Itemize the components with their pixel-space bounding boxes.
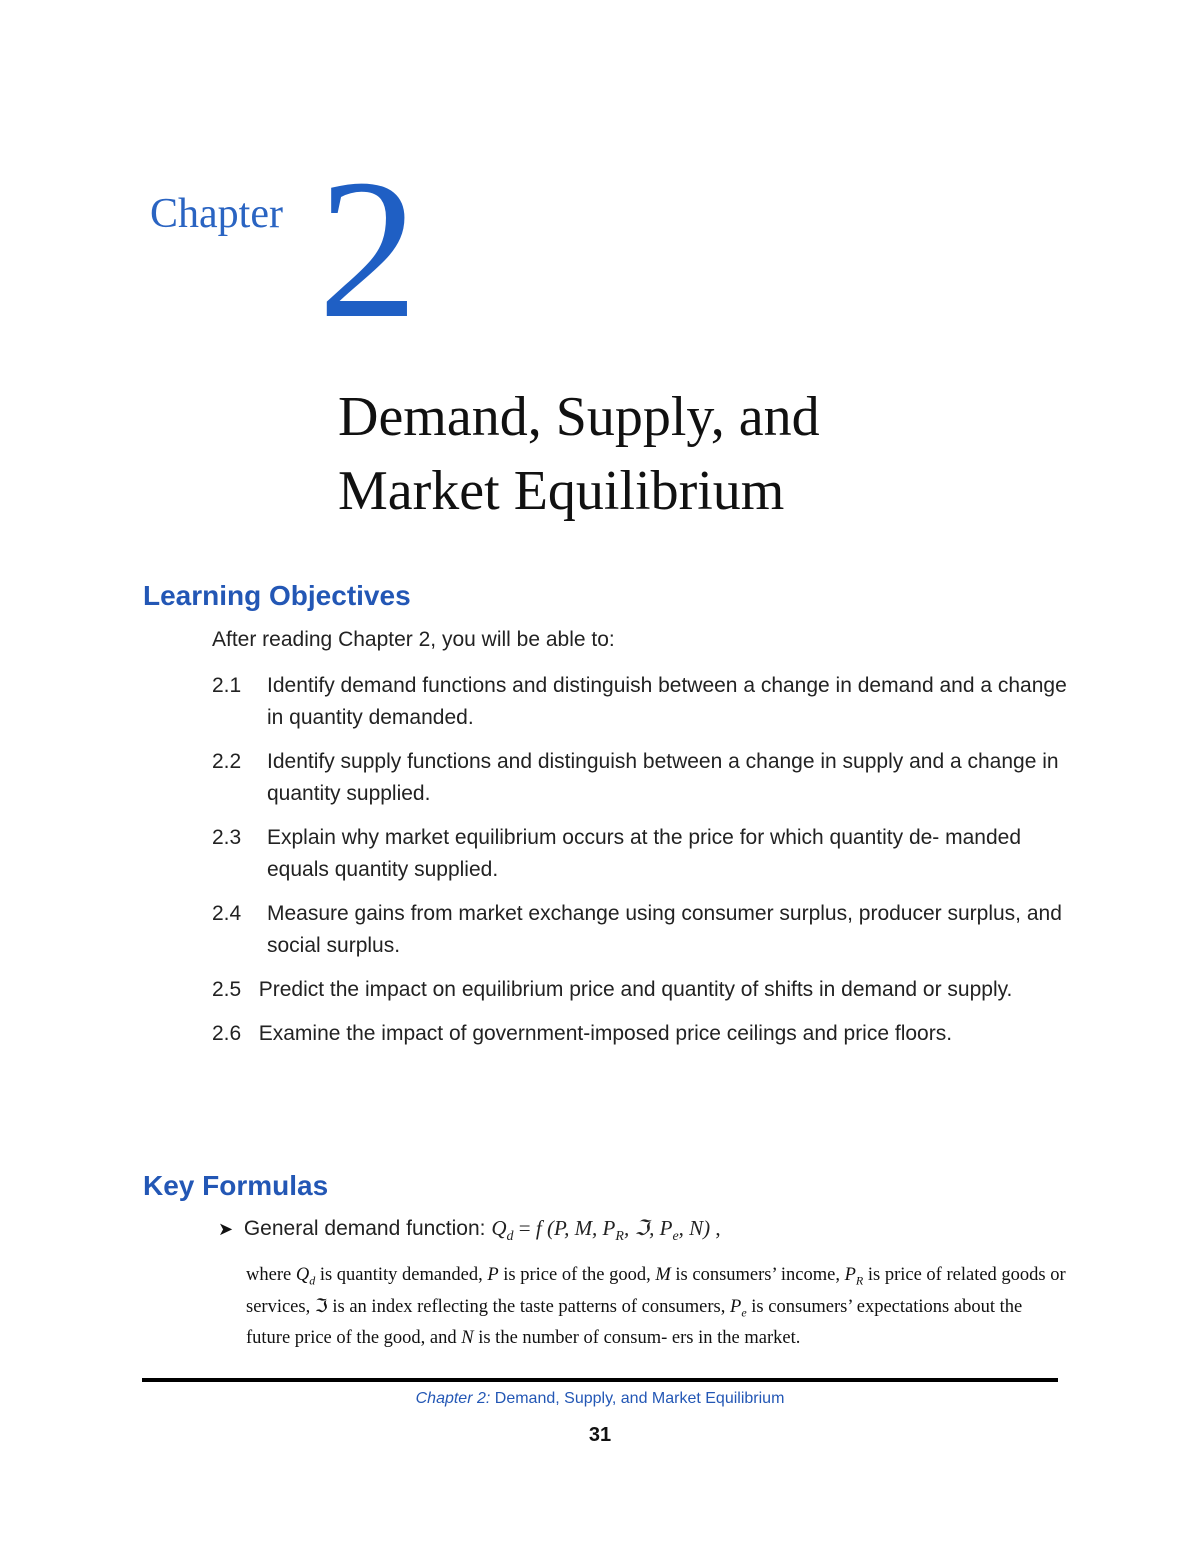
key-formulas-heading: Key Formulas <box>143 1170 329 1201</box>
objective-number: 2.4 <box>212 902 242 925</box>
objective-number: 2.3 <box>212 826 242 849</box>
page-number: 31 <box>588 1424 612 1446</box>
chapter-label: Chapter <box>150 191 283 237</box>
chapter-number: 2 <box>318 139 418 360</box>
objective-text: Identify supply functions and distinguish between a change in supply and a change in quantity supplied. <box>267 750 1059 805</box>
learning-objectives-list <box>212 670 1072 1062</box>
objective-number: 2.6 <box>212 1022 242 1045</box>
running-footer <box>0 1390 1200 1408</box>
footer-title: Demand, Supply, and Market Equilibrium <box>490 1390 785 1407</box>
objective-number: 2.2 <box>212 750 242 773</box>
chapter-title-line-2: Market Equilibrium <box>338 460 785 522</box>
learning-objectives-heading: Learning Objectives <box>143 580 411 611</box>
footer-chapter-ref: Chapter 2: <box>415 1390 491 1407</box>
objective-item <box>212 670 1072 734</box>
arrowhead-bullet-icon: ➤ <box>218 1219 234 1239</box>
formula-label: General demand function: <box>243 1217 492 1240</box>
formula-description: where $Q_d$ is quantity demanded, P is price of the good, M is consumers’ income, $P_R$ is price of related goods or services, ℑ is an index reflecting the taste patterns of consumers, $P_e$ is consumers’ expectations about the future price of the good, and N is the number of consum- ers in the market. <box>246 1265 1066 1349</box>
chapter-title <box>338 380 1098 528</box>
objective-item <box>212 822 1072 886</box>
objective-number: 2.5 <box>212 978 242 1001</box>
formula-item <box>218 1216 721 1245</box>
chapter-title-line-1: Demand, Supply, and <box>338 386 820 448</box>
objective-number: 2.1 <box>212 674 242 697</box>
objective-item <box>212 1018 1072 1050</box>
objective-item <box>212 746 1072 810</box>
objective-text: Examine the impact of government-imposed price ceilings and price floors. <box>258 1022 953 1045</box>
objective-item <box>212 974 1072 1006</box>
general-demand-formula: $Q_d = f$ (P, M, $P_R$, ℑ, $P_e$, N) , <box>491 1216 721 1245</box>
objective-item <box>212 898 1072 962</box>
objective-text: Identify demand functions and distinguish between a change in demand and a change in quantity demanded. <box>267 674 1067 729</box>
learning-objectives-intro: After reading Chapter 2, you will be able to: <box>212 628 615 651</box>
objective-text: Predict the impact on equilibrium price and quantity of shifts in demand or supply. <box>258 978 1013 1001</box>
objective-text: Explain why market equilibrium occurs at the price for which quantity de- manded equals quantity supplied. <box>267 826 1022 881</box>
objective-text: Measure gains from market exchange using consumer surplus, producer surplus, and social surplus. <box>267 902 1062 957</box>
footer-divider <box>142 1378 1058 1382</box>
